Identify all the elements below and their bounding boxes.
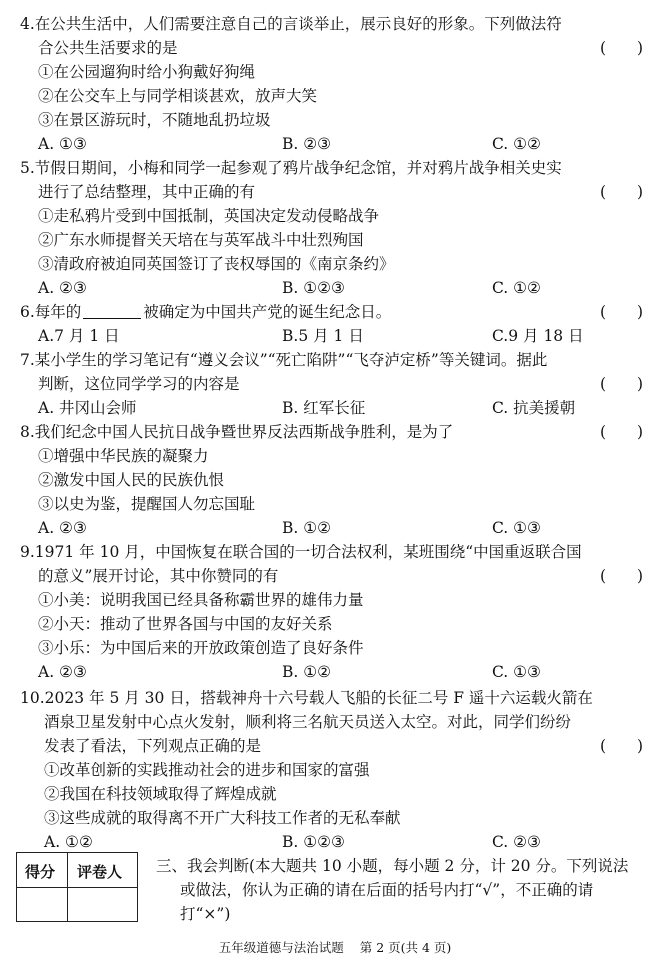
- option-c: C. ①③: [492, 519, 541, 537]
- statement: ②小天：推动了世界各国与中国的友好关系: [38, 615, 333, 633]
- answer-bracket: ( ): [600, 567, 644, 585]
- option-a: A. ②③: [38, 519, 87, 537]
- course-title: 五年级道德与法治试题: [218, 940, 344, 955]
- statement: ③小乐：为中国后来的开放政策创造了良好条件: [38, 639, 364, 657]
- statement: ①走私鸦片受到中国抵制，英国决定发动侵略战争: [38, 207, 380, 225]
- option-a: A.7 月 1 日: [38, 327, 120, 345]
- option-b: B. ①②: [282, 663, 332, 681]
- answer-bracket: ( ): [600, 423, 644, 441]
- question-stem: 发表了看法，下列观点正确的是: [44, 737, 262, 755]
- option-b: B. ②③: [282, 135, 332, 153]
- answer-bracket: ( ): [600, 183, 644, 201]
- question-stem: 8.我们纪念中国人民抗日战争暨世界反法西斯战争胜利，是为了: [20, 423, 454, 441]
- question-stem: 判断，这位同学学习的内容是: [38, 375, 240, 393]
- statement: ①小美：说明我国已经具备称霸世界的雄伟力量: [38, 591, 364, 609]
- section-instruction: 打“×”): [180, 905, 231, 923]
- statement: ③以史为鉴，提醒国人勿忘国耻: [38, 495, 256, 513]
- statement: ③清政府被迫同英国签订了丧权辱国的《南京条约》: [38, 255, 395, 273]
- score-label: 得分: [25, 863, 56, 881]
- question-stem: 9.1971 年 10 月，中国恢复在联合国的一切合法权利，某班围绕“中国重返联合国: [20, 543, 582, 561]
- option-a: A. 井冈山会师: [38, 399, 137, 417]
- grader-label: 评卷人: [77, 863, 123, 881]
- statement: ①增强中华民族的凝聚力: [38, 447, 209, 465]
- statement: ②在公交车上与同学相谈甚欢，放声大笑: [38, 87, 318, 105]
- answer-bracket: ( ): [600, 39, 644, 57]
- option-c: C. ①③: [492, 663, 541, 681]
- option-c: C. ①②: [492, 135, 541, 153]
- question-stem: 7.某小学生的学习笔记有“遵义会议”“死亡陷阱”“飞夺泸定桥”等关键词。据此: [20, 351, 548, 369]
- answer-bracket: ( ): [600, 303, 644, 321]
- question-stem: 合公共生活要求的是: [38, 39, 178, 57]
- option-c: C. ①②: [492, 279, 541, 297]
- section-heading: 三、我会判断(本大题共 10 小题，每小题 2 分，计 20 分。下列说法: [156, 857, 629, 875]
- question-stem: 10.2023 年 5 月 30 日，搭载神舟十六号载人飞船的长征二号 F 遥十六运载火箭在: [20, 689, 593, 707]
- option-a: A. ②③: [38, 279, 87, 297]
- option-a: A. ①②: [44, 833, 93, 851]
- page-footer: [0, 940, 670, 956]
- option-c: C. ②③: [492, 833, 541, 851]
- option-b: B. ①②: [282, 519, 332, 537]
- statement: ②广东水师提督关天培在与英军战斗中壮烈殉国: [38, 231, 364, 249]
- page-number: 第 2 页(共 4 页): [359, 940, 452, 955]
- fill-blank: [83, 302, 141, 319]
- statement: ②激发中国人民的民族仇恨: [38, 471, 225, 489]
- section-instruction: 或做法，你认为正确的请在后面的括号内打“√”，不正确的请: [180, 881, 594, 899]
- option-b: B.5 月 1 日: [282, 327, 364, 345]
- answer-bracket: ( ): [600, 737, 644, 755]
- statement: ③在景区游玩时，不随地乱扔垃圾: [38, 111, 271, 129]
- option-b: B. ①②③: [282, 279, 345, 297]
- option-a: A. ①③: [38, 135, 87, 153]
- question-stem: 进行了总结整理，其中正确的有: [38, 183, 256, 201]
- question-stem: 酒泉卫星发射中心点火发射，顺利将三名航天员送入太空。对此，同学们纷纷: [44, 713, 572, 731]
- statement: ①改革创新的实践推动社会的进步和国家的富强: [44, 761, 370, 779]
- option-c: C.9 月 18 日: [492, 327, 584, 345]
- question-stem: 4.在公共生活中，人们需要注意自己的言谈举止，展示良好的形象。下列做法符: [20, 15, 562, 33]
- question-stem: 6.每年的 被确定为中国共产党的诞生纪念日。: [20, 303, 392, 321]
- statement: ②我国在科技领域取得了辉煌成就: [44, 785, 277, 803]
- option-a: A. ②③: [38, 663, 87, 681]
- option-b: B. ①②③: [282, 833, 345, 851]
- question-stem: 5.节假日期间，小梅和同学一起参观了鸦片战争纪念馆，并对鸦片战争相关史实: [20, 159, 562, 177]
- option-c: C. 抗美援朝: [492, 399, 576, 417]
- question-stem: 的意义”展开讨论，其中你赞同的有: [38, 567, 279, 585]
- option-b: B. 红军长征: [282, 399, 366, 417]
- answer-bracket: ( ): [600, 375, 644, 393]
- statement: ①在公园遛狗时给小狗戴好狗绳: [38, 63, 256, 81]
- statement: ③这些成就的取得离不开广大科技工作者的无私奉献: [44, 809, 401, 827]
